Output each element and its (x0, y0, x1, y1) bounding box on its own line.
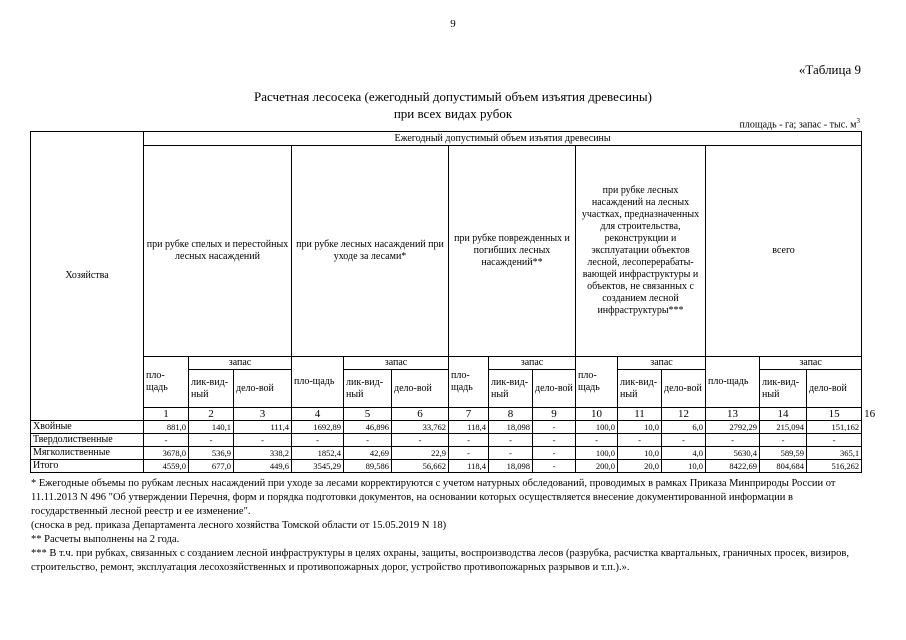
table-cell: 1692,89 (292, 421, 344, 434)
column-number: 1 (144, 408, 189, 421)
liquid-header: лик-вид-ный (618, 370, 662, 408)
area-header: пло-щадь (144, 357, 189, 408)
footnote-thinning: * Ежегодные объемы по рубкам лесных насаждений при уходе за лесами корректируются с учетом натурных обследований, проводимых в рамках Приказа Минприроды России от 11.11.2013 N 496 "Об утверждении Перечня, форм и порядка подготовки документов, на основании которых осуществляется внесение документированной информации в государственный лесной реестр и ее изменение". (31, 478, 836, 517)
table-cell: - (234, 434, 292, 447)
liquid-header: лик-вид-ный (489, 370, 533, 408)
table-cell: - (344, 434, 392, 447)
header-row-annual (31, 132, 862, 146)
table-cell: 5630,4 (706, 447, 760, 460)
page-number: 9 (450, 18, 456, 30)
units-note (740, 117, 860, 130)
area-header: пло-щадь (449, 357, 489, 408)
table-cell: 8422,69 (706, 460, 760, 473)
felling-volume-table (30, 131, 876, 473)
row-name: Твердолиственные (31, 434, 144, 447)
table-cell: 589,59 (760, 447, 807, 460)
table-cell: - (807, 434, 862, 447)
group-header-infrastructure: при рубке лесных насаждений на лесных участках, предназначенных для строительства, реконструкции и эксплуатации объектов лесной, лесоперерабаты-вающей инфраструктуры и объектов, не связанных с созданием лесной инфраструктуры*** (576, 146, 706, 357)
column-number: 3 (234, 408, 292, 421)
column-number: 2 (189, 408, 234, 421)
table-cell: - (144, 434, 189, 447)
annual-volume-header: Ежегодный допустимый объем изъятия древесины (144, 132, 862, 146)
row-name: Итого (31, 460, 144, 473)
table-cell: 3678,0 (144, 447, 189, 460)
header-row-groups (31, 146, 862, 357)
group-header-total: всего (706, 146, 862, 357)
table-cell: - (489, 434, 533, 447)
business-header: дело-вой (234, 370, 292, 408)
table-cell: 6,0 (662, 421, 706, 434)
table-cell: 3545,29 (292, 460, 344, 473)
table-cell: - (392, 434, 449, 447)
table-cell: 881,0 (144, 421, 189, 434)
table-cell: 100,0 (576, 447, 618, 460)
header-row-stock (31, 357, 862, 370)
table-cell: - (449, 447, 489, 460)
table-cell: 516,262 (807, 460, 862, 473)
business-header: дело-вой (662, 370, 706, 408)
owner-header: Хозяйства (31, 132, 144, 421)
table-cell: 111,4 (234, 421, 292, 434)
table-cell: 118,4 (449, 460, 489, 473)
table-cell: 118,4 (449, 421, 489, 434)
table-cell: 4,0 (662, 447, 706, 460)
footnote-damaged: ** Расчеты выполнены на 2 года. (31, 534, 180, 545)
row-name: Мягколиственные (31, 447, 144, 460)
table-cell: 10,0 (662, 460, 706, 473)
table-cell: 10,0 (618, 447, 662, 460)
table-cell: 536,9 (189, 447, 234, 460)
column-number: 6 (392, 408, 449, 421)
table-cell: 804,684 (760, 460, 807, 473)
business-header: дело-вой (392, 370, 449, 408)
table-cell: - (533, 421, 576, 434)
table-cell: 22,9 (392, 447, 449, 460)
group-header-thinning: при рубке лесных насаждений при уходе за лесами* (292, 146, 449, 357)
column-number: 7 (449, 408, 489, 421)
table-row-coniferous (31, 421, 862, 434)
table-row-softwood (31, 447, 862, 460)
table-row-hardwood (31, 434, 862, 447)
table-cell: 33,762 (392, 421, 449, 434)
table-cell: - (449, 434, 489, 447)
stock-header: запас (344, 357, 449, 370)
table-cell: 140,1 (189, 421, 234, 434)
table-cell: 18,098 (489, 460, 533, 473)
area-header: пло-щадь (576, 357, 618, 408)
table-cell: 46,896 (344, 421, 392, 434)
title-line-2: при всех видах рубок (393, 106, 513, 121)
liquid-header: лик-вид-ный (344, 370, 392, 408)
table-cell: - (662, 434, 706, 447)
table-cell: 4559,0 (144, 460, 189, 473)
column-number: 14 (760, 408, 807, 421)
liquid-header: лик-вид-ный (189, 370, 234, 408)
footnote-amendment: (сноска в ред. приказа Департамента лесного хозяйства Томской области от 15.05.2019 N 18) (31, 520, 447, 531)
table-cell: 89,586 (344, 460, 392, 473)
table-cell: 42,69 (344, 447, 392, 460)
units-text: площадь - га; запас - тыс. м (739, 119, 857, 131)
title-line-1: Расчетная лесосека (ежегодный допустимый объем изъятия древесины) (254, 89, 652, 104)
group-header-mature: при рубке спелых и перестойных лесных насаждений (144, 146, 292, 357)
table-cell: 151,162 (807, 421, 862, 434)
column-number: 4 (292, 408, 344, 421)
column-number: 15 (807, 408, 862, 421)
footnote-infrastructure: *** В т.ч. при рубках, связанных с созданием лесной инфраструктуры в целях охраны, защиты, воспроизводства лесов (разрубка, расчистка квартальных, граничных просек, визиров, строительство, ремонт, эксплуатация лесохозяйственных и противопожарных дорог, устройство противопожарных разрывов и т.п.).». (31, 548, 849, 573)
table-cell: 449,6 (234, 460, 292, 473)
column-number: 9 (533, 408, 576, 421)
table-cell: - (576, 434, 618, 447)
table-cell: 100,0 (576, 421, 618, 434)
table-cell: 18,098 (489, 421, 533, 434)
stock-header: запас (618, 357, 706, 370)
table-cell: 215,094 (760, 421, 807, 434)
table-cell: - (706, 434, 760, 447)
column-number-row: 1 2 3 4 5 6 7 8 9 10 11 12 13 14 15 16 (31, 408, 862, 421)
table-cell: 10,0 (618, 421, 662, 434)
area-header: пло-щадь (292, 357, 344, 408)
column-number: 5 (344, 408, 392, 421)
column-number: 13 (706, 408, 760, 421)
table-cell: 20,0 (618, 460, 662, 473)
stock-header: запас (760, 357, 862, 370)
stock-header: запас (189, 357, 292, 370)
business-header: дело-вой (807, 370, 862, 408)
table-cell: 677,0 (189, 460, 234, 473)
area-header: пло-щадь (706, 357, 760, 408)
table-cell: - (292, 434, 344, 447)
column-number: 12 (662, 408, 706, 421)
row-name: Хвойные (31, 421, 144, 434)
table-cell: - (533, 434, 576, 447)
table-cell: 338,2 (234, 447, 292, 460)
table-cell: 1852,4 (292, 447, 344, 460)
table-cell: - (489, 447, 533, 460)
table-cell: 200,0 (576, 460, 618, 473)
table-cell: 56,662 (392, 460, 449, 473)
column-number: 11 (618, 408, 662, 421)
table-cell: - (533, 447, 576, 460)
stock-header: запас (489, 357, 576, 370)
column-number: 8 (489, 408, 533, 421)
table-cell: - (533, 460, 576, 473)
table-cell: 2792,29 (706, 421, 760, 434)
units-superscript: 3 (856, 117, 860, 125)
table-row-total (31, 460, 862, 473)
group-header-damaged: при рубке поврежденных и погибших лесных насаждений** (449, 146, 576, 357)
table-cell: - (760, 434, 807, 447)
table-cell: 365,1 (807, 447, 862, 460)
liquid-header: лик-вид-ный (760, 370, 807, 408)
footnotes (31, 477, 871, 575)
table-cell: - (618, 434, 662, 447)
business-header: дело-вой (533, 370, 576, 408)
table-cell: - (189, 434, 234, 447)
table-reference: «Таблица 9 (798, 62, 861, 77)
column-number: 10 (576, 408, 618, 421)
